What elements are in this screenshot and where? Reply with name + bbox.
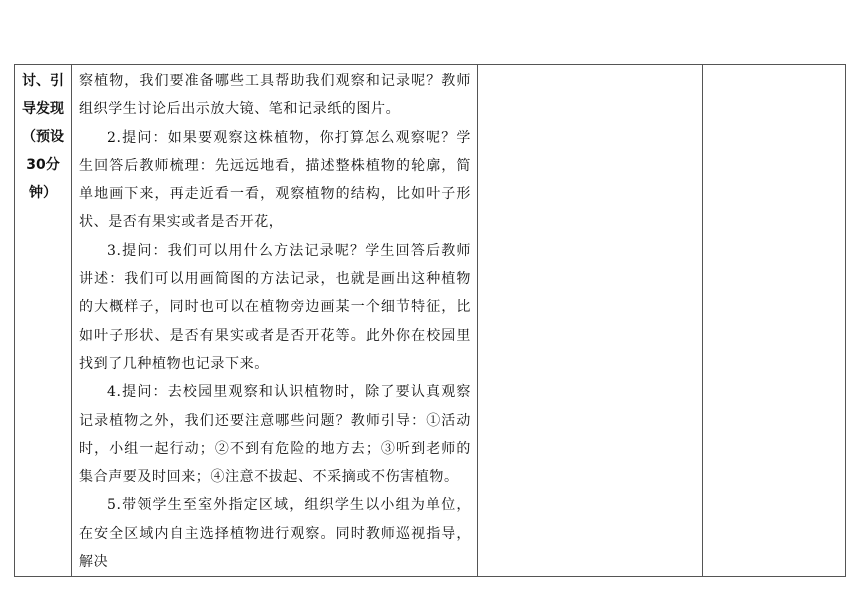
- paragraph: 2.提问：如果要观察这株植物，你打算怎么观察呢？学生回答后教师梳理：先远远地看，描述整株植物的轮廓，简单地画下来，再走近看一看，观察植物的结构，比如叶子形状、是否有果实或者是否开花，: [79, 129, 471, 231]
- stage-cell: [15, 65, 72, 577]
- table-row: [15, 65, 846, 577]
- lesson-plan-table: [14, 64, 846, 577]
- paragraph: 3.提问：我们可以用什么方法记录呢？学生回答后教师讲述：我们可以用画简图的方法记录，也就是画出这种植物的大概样子，同时也可以在植物旁边画某一个细节特征，比如叶子形状、是否有果实或者是否开花等。此外你在校园里找到了几种植物也记录下来。: [79, 242, 471, 372]
- notes-cell: [703, 65, 846, 577]
- stage-line: 导发现: [22, 101, 64, 117]
- stage-line: 30分: [26, 157, 60, 173]
- teacher-activity-cell: [72, 65, 478, 577]
- paragraph: 察植物，我们要准备哪些工具帮助我们观察和记录呢？教师组织学生讨论后出示放大镜、笔和记录纸的图片。: [79, 73, 471, 118]
- stage-line: 钟）: [29, 185, 57, 201]
- paragraph: 4.提问：去校园里观察和认识植物时，除了要认真观察记录植物之外，我们还要注意哪些问题？教师引导：①活动时，小组一起行动；②不到有危险的地方去；③听到老师的集合声要及时回来；④注意不拔起、不采摘或不伤害植物。: [79, 384, 471, 486]
- stage-line: 讨、引: [22, 73, 64, 89]
- paragraph: 5.带领学生至室外指定区域，组织学生以小组为单位，在安全区域内自主选择植物进行观察。同时教师巡视指导，解决: [79, 497, 471, 571]
- stage-line: （预设: [22, 129, 64, 145]
- student-activity-cell: [478, 65, 703, 577]
